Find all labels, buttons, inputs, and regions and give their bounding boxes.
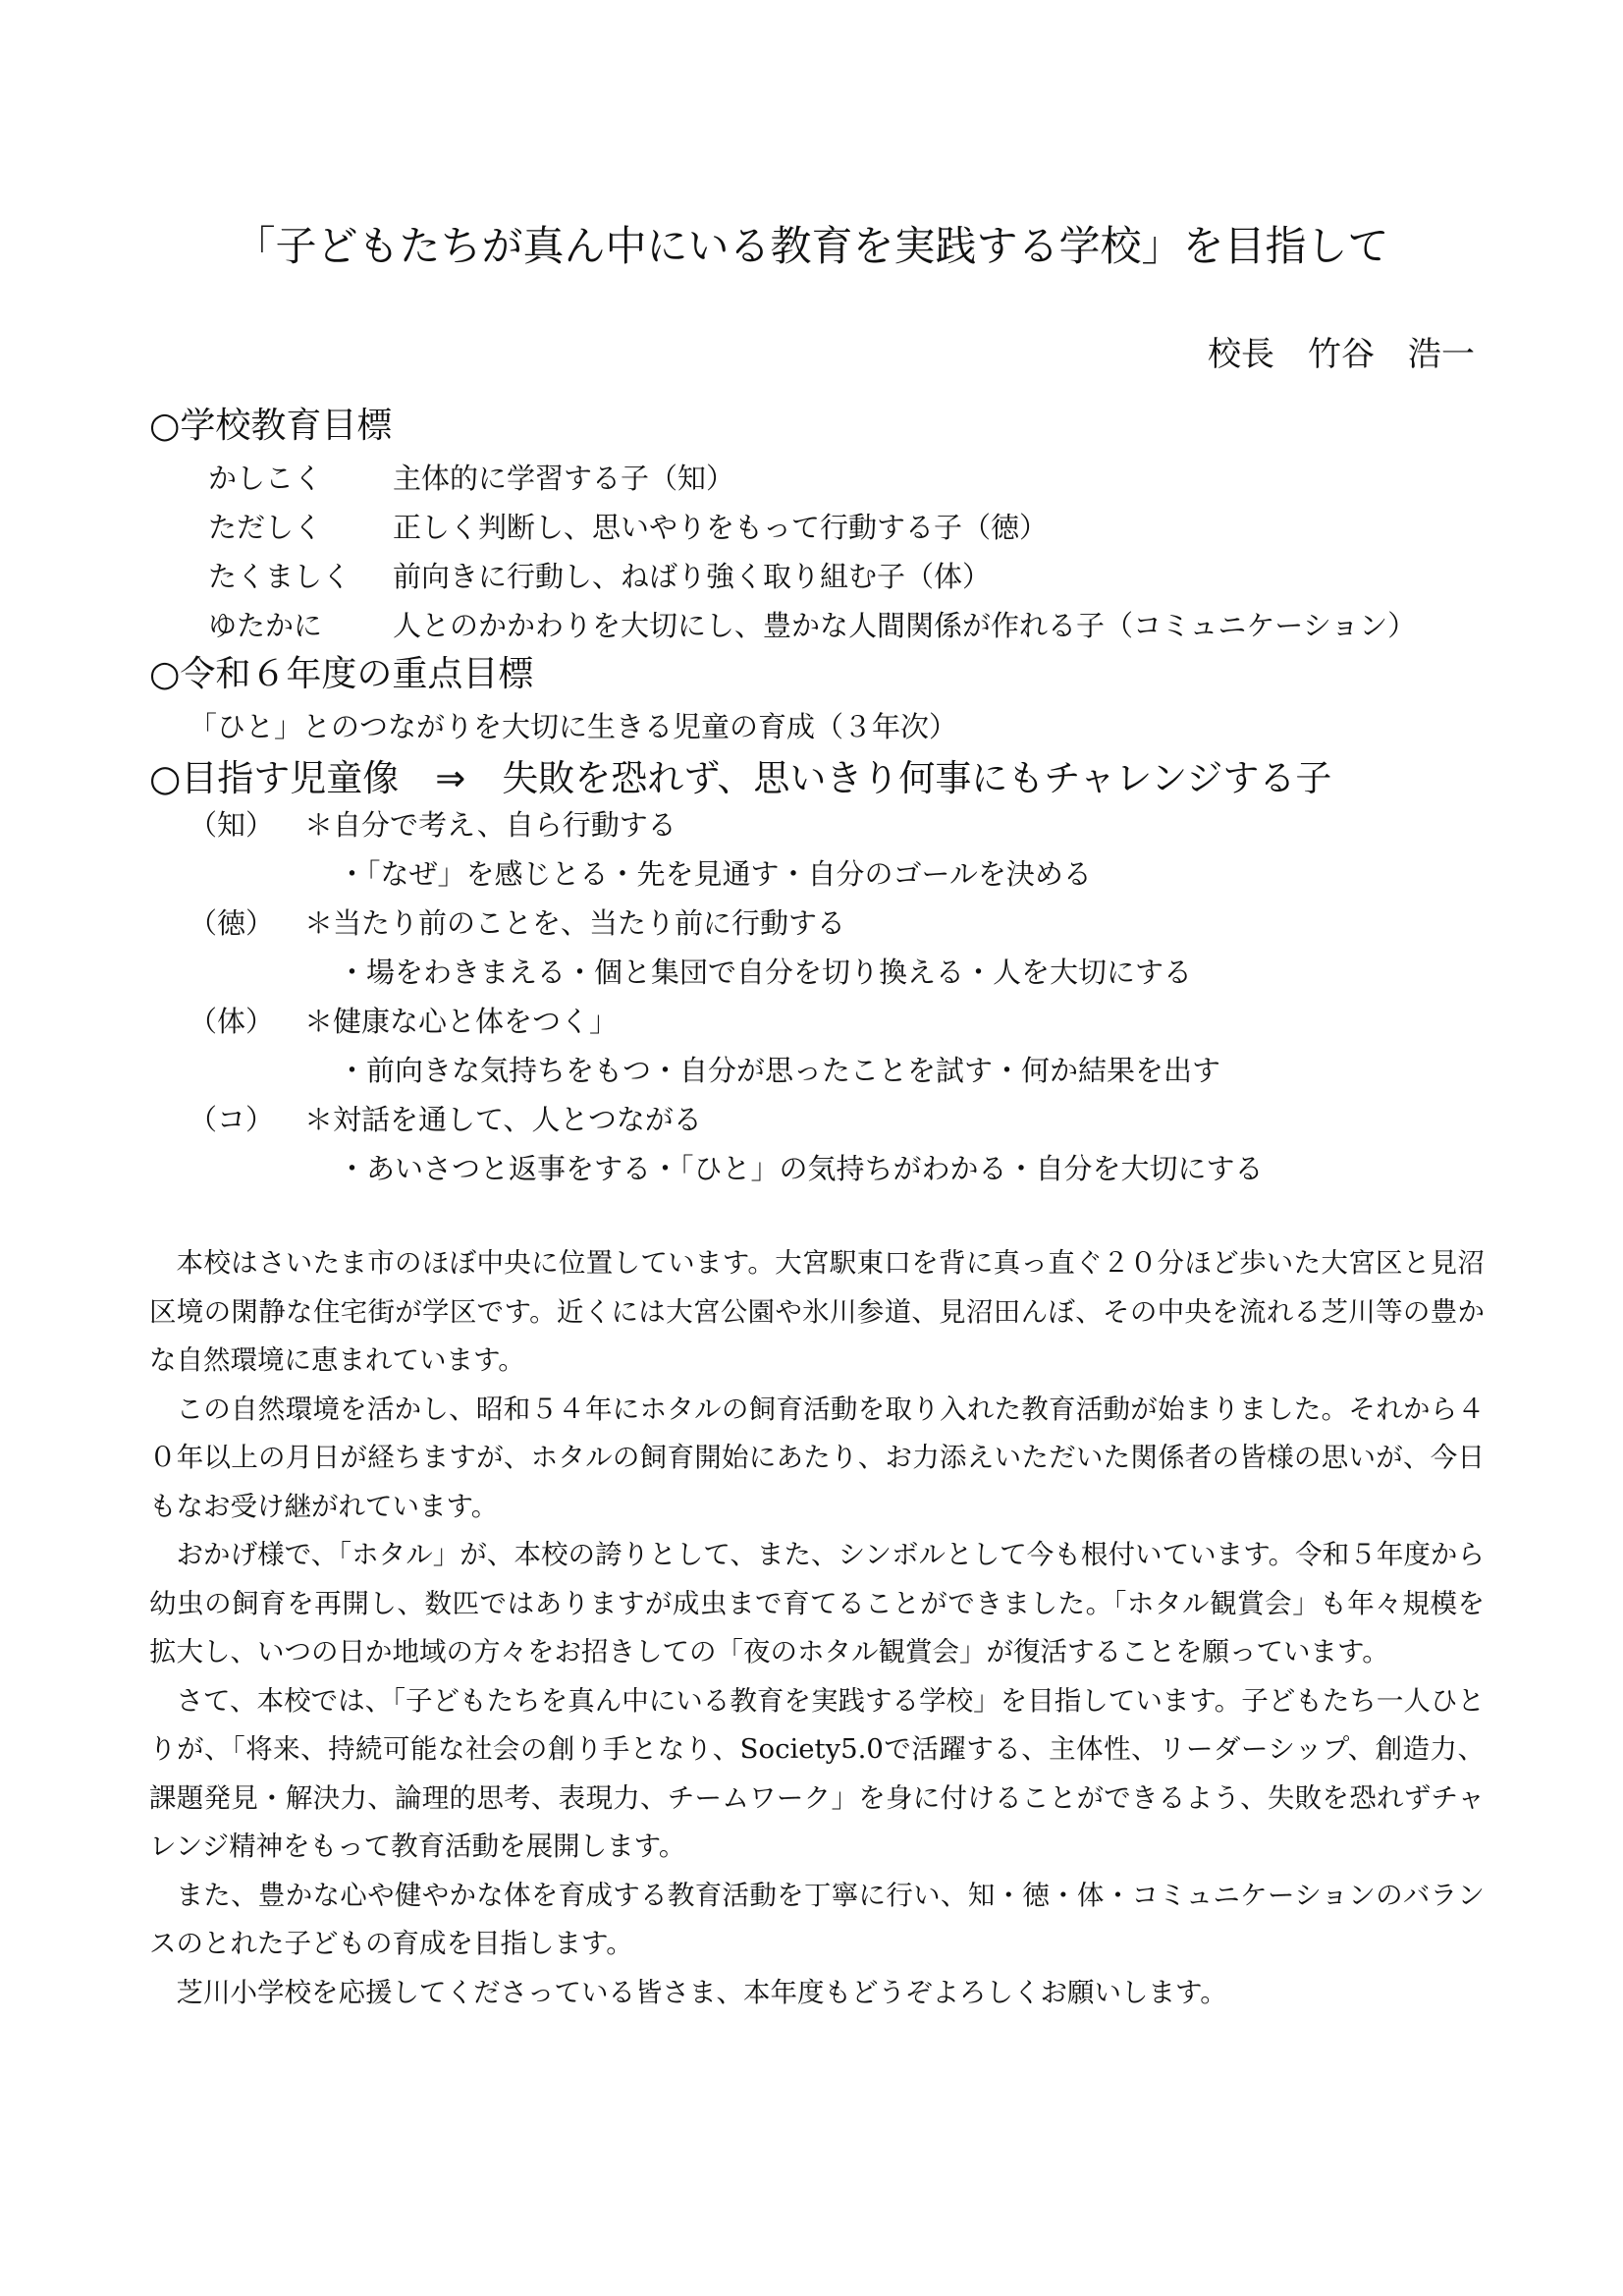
category-main: ＊健康な心と体をつく」 xyxy=(304,1005,619,1038)
goal-row xyxy=(208,555,991,595)
category-row xyxy=(189,803,676,844)
page-title: 「子どもたちが真ん中にいる教育を実践する学校」を目指して xyxy=(234,222,1389,270)
body-paragraph: この自然環境を活かし、昭和５４年にホタルの飼育活動を取り入れた教育活動が始まりました。それから４０年以上の月日が経ちますが、ホタルの飼育開始にあたり、お力添えいただいた関係者の皆様の思いが、今日もなお受け継がれています。 xyxy=(149,1393,1485,1522)
goal-key: ただしく xyxy=(208,511,323,544)
category-sub: ・場をわきまえる・個と集団で自分を切り換える・人を大切にする xyxy=(338,956,1193,989)
school-goals-heading: ○学校教育目標 xyxy=(149,406,393,446)
category-key: （徳） xyxy=(189,906,275,940)
goal-key: ゆたかに xyxy=(208,609,323,642)
category-row xyxy=(189,1000,618,1040)
category-sub: ・あいさつと返事をする・「ひと」の気持ちがわかる・自分を大切にする xyxy=(338,1152,1264,1185)
body-paragraph: 芝川小学校を応援してくださっている皆さま、本年度もどうぞよろしくお願いします。 xyxy=(176,1976,1227,2008)
category-main: ＊自分で考え、自ら行動する xyxy=(304,808,676,842)
goal-text: 前向きに行動し、ねばり強く取り組む子（体） xyxy=(393,560,992,593)
category-key: （知） xyxy=(189,808,275,842)
principal-name: 校長 竹谷 浩一 xyxy=(1208,335,1475,374)
goal-row xyxy=(208,506,1048,546)
goal-key: たくましく xyxy=(208,560,352,593)
category-row xyxy=(189,1098,702,1138)
goal-key: かしこく xyxy=(208,462,323,495)
category-main: ＊対話を通して、人とつながる xyxy=(304,1103,702,1136)
category-key: （体） xyxy=(189,1005,275,1038)
goal-text: 人とのかかわりを大切にし、豊かな人間関係が作れる子（コミュニケーション） xyxy=(393,609,1417,642)
category-sub: ・前向きな気持ちをもつ・自分が思ったことを試す・何か結果を出す xyxy=(338,1054,1221,1087)
goal-row xyxy=(208,604,1416,644)
child-image-heading: ○目指す児童像 ⇒ 失敗を恐れず、思いきり何事にもチャレンジする子 xyxy=(149,757,1332,799)
category-row xyxy=(189,902,845,942)
focus-heading: ○令和６年度の重点目標 xyxy=(149,654,534,694)
body-paragraph: 本校はさいたま市のほぼ中央に位置しています。大宮駅東口を背に真っ直ぐ２０分ほど歩いた大宮区と見沼区境の閑静な住宅街が学区です。近くには大宮公園や氷川参道、見沼田んぼ、その中央を流れる芝川等の豊かな自然環境に恵まれています。 xyxy=(149,1247,1485,1376)
goal-text: 正しく判断し、思いやりをもって行動する子（徳） xyxy=(393,511,1049,544)
body-paragraph: さて、本校では、「子どもたちを真ん中にいる教育を実践する学校」を目指しています。子どもたち一人ひとりが、「将来、持続可能な社会の創り手となり、Society5.0で活躍する、主体性、リーダーシップ、創造力、課題発見・解決力、論理的思考、表現力、チームワーク」を身に付けることができるよう、失敗を恐れずチャレンジ精神をもって教育活動を展開します。 xyxy=(149,1684,1485,1862)
principal-message xyxy=(149,1239,1485,2017)
goal-row xyxy=(208,457,734,497)
body-paragraph: また、豊かな心や健やかな体を育成する教育活動を丁寧に行い、知・徳・体・コミュニケーションのバランスのとれた子どもの育成を目指します。 xyxy=(149,1879,1485,1959)
category-key: （コ） xyxy=(189,1103,275,1136)
goal-text: 主体的に学習する子（知） xyxy=(393,462,735,495)
category-sub: ・「なぜ」を感じとる・先を見通す・自分のゴールを決める xyxy=(338,857,1092,891)
body-paragraph: おかげ様で、「ホタル」が、本校の誇りとして、また、シンボルとして今も根付いています。令和５年度から幼虫の飼育を再開し、数匹ではありますが成虫まで育てることができました。「ホタル観賞会」も年々規模を拡大し、いつの日か地域の方々をお招きしての「夜のホタル観賞会」が復活することを願っています。 xyxy=(149,1539,1485,1667)
focus-text: 「ひと」とのつながりを大切に生きる児童の育成（３年次） xyxy=(189,710,958,743)
category-main: ＊当たり前のことを、当たり前に行動する xyxy=(304,906,846,940)
